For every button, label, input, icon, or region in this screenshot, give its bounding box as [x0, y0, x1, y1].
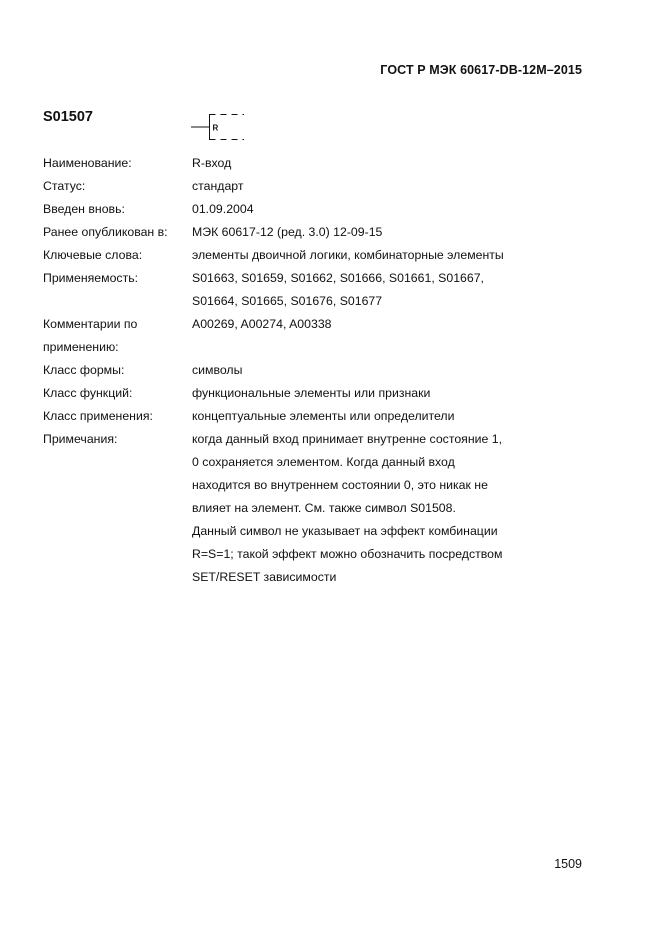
field-row-comments — [43, 313, 603, 359]
field-value — [192, 175, 603, 198]
field-value — [192, 359, 603, 382]
field-value — [192, 198, 603, 221]
field-row-form-class — [43, 359, 603, 382]
field-value-line: 01.09.2004 — [192, 202, 254, 216]
field-value-line: SET/RESET зависимости — [192, 570, 337, 584]
field-value-line: влияет на элемент. См. также символ S01508. — [192, 501, 456, 515]
field-row-notes — [43, 428, 603, 589]
field-value — [192, 428, 603, 589]
field-value-line: символы — [192, 363, 243, 377]
field-row-application-class — [43, 405, 603, 428]
field-value-line: Данный символ не указывает на эффект комбинации — [192, 524, 498, 538]
r-input-logic-symbol-icon — [190, 111, 246, 148]
field-label: Введен вновь: — [43, 202, 125, 216]
field-value — [192, 152, 603, 175]
field-value — [192, 267, 603, 313]
field-label: Применяемость: — [43, 271, 139, 285]
field-value-line: функциональные элементы или признаки — [192, 386, 431, 400]
symbol-code: S01507 — [43, 109, 93, 125]
field-row-function-class — [43, 382, 603, 405]
field-label: Класс функций: — [43, 386, 133, 400]
field-value — [192, 221, 603, 244]
field-row-status — [43, 175, 603, 198]
field-row-applicability — [43, 267, 603, 313]
document-header: ГОСТ Р МЭК 60617-DB-12M–2015 — [380, 63, 582, 77]
field-value-line: S01663, S01659, S01662, S01666, S01661, S01667, — [192, 271, 484, 285]
symbol-letter: R — [212, 123, 219, 133]
field-label: Класс формы: — [43, 363, 125, 377]
field-value-line: R-вход — [192, 156, 232, 170]
field-value — [192, 313, 603, 359]
field-value-line: S01664, S01665, S01676, S01677 — [192, 294, 383, 308]
page-number: 1509 — [554, 857, 582, 871]
field-label: Комментарии по применению: — [43, 317, 138, 354]
field-row-name — [43, 152, 603, 175]
field-label: Ранее опубликован в: — [43, 225, 168, 239]
field-value-line: МЭК 60617-12 (ред. 3.0) 12-09-15 — [192, 225, 383, 239]
field-value-line: A00269, A00274, A00338 — [192, 317, 332, 331]
field-value — [192, 405, 603, 428]
field-value-line: находится во внутреннем состоянии 0, это никак не — [192, 478, 488, 492]
field-row-published — [43, 221, 603, 244]
field-label: Примечания: — [43, 432, 118, 446]
symbol-properties — [43, 152, 603, 589]
field-label: Ключевые слова: — [43, 248, 143, 262]
field-label: Статус: — [43, 179, 86, 193]
field-value — [192, 382, 603, 405]
field-value-line: концептуальные элементы или определители — [192, 409, 455, 423]
field-value-line: R=S=1; такой эффект можно обозначить посредством — [192, 547, 503, 561]
field-value-line: 0 сохраняется элементом. Когда данный вход — [192, 455, 455, 469]
field-label: Наименование: — [43, 156, 132, 170]
field-row-keywords — [43, 244, 603, 267]
field-label: Класс применения: — [43, 409, 153, 423]
field-value-line: когда данный вход принимает внутренне состояние 1, — [192, 432, 502, 446]
field-value-line: элементы двоичной логики, комбинаторные элементы — [192, 248, 504, 262]
field-value — [192, 244, 603, 267]
field-value-line: стандарт — [192, 179, 244, 193]
field-row-introduced — [43, 198, 603, 221]
